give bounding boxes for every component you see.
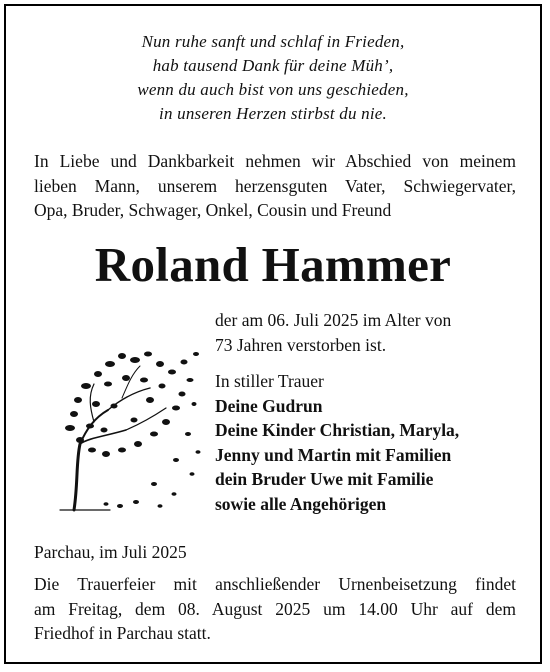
deceased-name: Roland Hammer xyxy=(94,237,452,292)
poem-line: Nun ruhe sanft und schlaf in Frieden, xyxy=(141,32,405,51)
funeral-notice xyxy=(34,572,516,646)
poem-line: in unseren Herzen stirbst du nie. xyxy=(159,104,387,123)
place-date: Parchau, im Juli 2025 xyxy=(34,542,187,562)
intro-line: In Liebe und Dankbarkeit nehmen wir Abschied von meinem xyxy=(34,151,516,171)
death-notice-line: der am 06. Juli 2025 im Alter von xyxy=(215,310,452,330)
mourner-line xyxy=(215,443,459,468)
funeral-line: am Freitag, dem 08. August 2025 um 14.00 Uhr auf dem xyxy=(34,598,516,619)
poem-line: wenn du auch bist von uns geschieden, xyxy=(137,80,409,99)
spacer xyxy=(215,357,459,369)
mourner-line xyxy=(215,492,459,517)
memorial-poem xyxy=(6,30,540,126)
death-notice-line: 73 Jahren verstorben ist. xyxy=(215,334,387,355)
obituary-frame xyxy=(4,4,542,664)
windblown-tree-icon xyxy=(50,334,202,514)
mourner-name: sowie alle Angehörigen xyxy=(215,493,387,514)
details-block xyxy=(215,308,459,516)
mourner-name: Jenny und Martin mit Familien xyxy=(215,444,452,465)
mourner-line xyxy=(215,467,459,492)
mourning-intro: In stiller Trauer xyxy=(215,371,324,391)
funeral-line: Friedhof in Parchau statt. xyxy=(34,623,211,643)
intro-line: lieben Mann, unserem herzensguten Vater, Schwiegervater, xyxy=(34,175,516,196)
mourner-name: Deine Kinder Christian, Maryla, xyxy=(215,420,460,440)
mourner-line xyxy=(215,418,459,443)
funeral-line: Die Trauerfeier mit anschließender Urnenbeisetzung findet xyxy=(34,574,516,594)
mourner-name: Deine Gudrun xyxy=(215,395,323,416)
intro-line: Opa, Bruder, Schwager, Onkel, Cousin und Freund xyxy=(34,200,392,220)
poem-line: hab tausend Dank für deine Müh’, xyxy=(152,56,394,75)
mourner-line xyxy=(215,394,459,419)
farewell-intro xyxy=(34,149,516,223)
mourner-name: dein Bruder Uwe mit Familie xyxy=(215,469,434,489)
